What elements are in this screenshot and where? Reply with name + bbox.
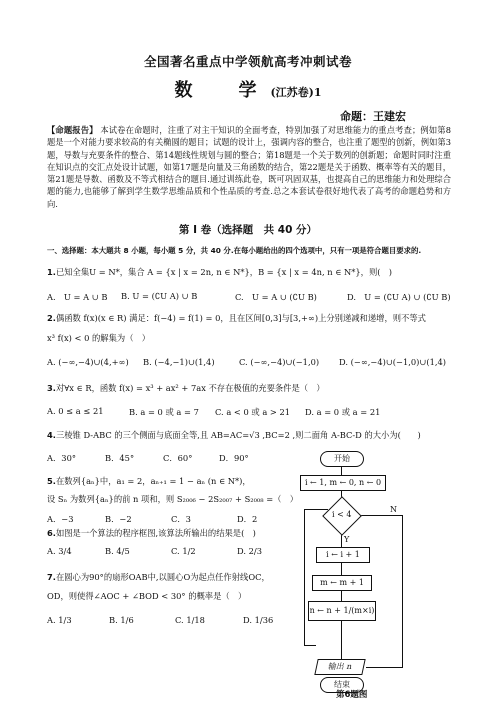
option-c: C. a < 0 或 a > 21	[215, 407, 291, 417]
option-d: D. (−∞,−4)∪(−1,0)∪(1,4)	[339, 357, 447, 367]
option-d: D. a = 0 或 a = 21	[305, 407, 381, 417]
question-number: 2.	[47, 313, 56, 323]
question-stem: 偶函数 f(x)(x ∈ R) 满足：f(−4) = f(1) = 0，且在区间[0,3]与[3,+∞)上分别递减和递增，则不等式	[55, 313, 426, 323]
option-a: A. U = A ∪ B	[47, 292, 108, 302]
option-a: A. 1/3	[47, 615, 72, 625]
exam-series-title: 全国著名重点中学领航高考冲刺试卷	[143, 54, 352, 69]
question-number: 1.	[47, 267, 56, 277]
question-5-stem-continued: 设 Sₙ 为数列{aₙ}的前 n 项和，则 S₂₀₀₆ − 2S₂₀₀₇ + S₂₀₀₈ =（ ）	[47, 494, 299, 504]
flow-no-label: N	[390, 505, 397, 514]
option-a: A. 3/4	[47, 546, 72, 556]
section-title: 第 I 卷（选择题 共 40 分）	[178, 224, 318, 236]
option-a: A．−3	[47, 514, 74, 524]
question-7	[47, 571, 270, 584]
question-stem: 在数列{aₙ}中，a₁ = 2，aₙ₊₁ = 1 − aₙ (n ∈ N*)，	[55, 476, 251, 486]
flow-yes-label: Y	[344, 535, 350, 544]
option-b: B. U = (∁U A) ∪ B	[121, 291, 198, 301]
exam-subject-title	[0, 76, 496, 102]
question-3	[47, 382, 325, 395]
option-d: D．2	[237, 514, 258, 524]
question-5	[47, 475, 251, 488]
option-d: D. 1/36	[243, 615, 274, 625]
flow-no-line	[366, 667, 403, 668]
flow-condition: i < 4	[332, 510, 352, 519]
section-instruction: 一、选择题：本大题共 8 小题，每小题 5 分，共 40 分.在每小题给出的四个选项中，只有一项是符合题目要求的.	[47, 246, 422, 255]
flow-step-m: m ← m + 1	[312, 575, 372, 591]
flow-loop-line	[304, 509, 328, 510]
flow-end: 结束	[320, 677, 364, 693]
option-d: D. 2/3	[237, 546, 262, 556]
option-b: B. 1/6	[109, 615, 134, 625]
option-b: B．45°	[105, 453, 135, 463]
question-number: 5.	[47, 476, 56, 486]
flow-no-line	[402, 515, 403, 667]
question-2	[47, 312, 426, 325]
question-number: 6.	[47, 528, 56, 538]
flow-loop-line	[304, 509, 305, 645]
question-stem: 如图是一个算法的程序框图,该算法所输出的结果是( )	[55, 528, 256, 538]
flow-start: 开始	[320, 451, 364, 467]
option-c: C．3	[171, 514, 191, 524]
question-2-stem-continued: x³ f(x) < 0 的解集为（ ）	[47, 333, 151, 343]
flow-step-i: i ← i + 1	[316, 547, 370, 563]
option-b: B. a = 0 或 a = 7	[129, 407, 199, 417]
question-stem: 三棱锥 D-ABC 的三个侧面与底面全等,且 AB=AC=√3 ,BC=2 ,则二面角 A-BC-D 的大小为( )	[55, 430, 421, 440]
question-stem: 对∀x ∈ R，函数 f(x) = x³ + ax² + 7ax 不存在极值的充要条件是（ ）	[55, 383, 325, 393]
question-4	[47, 429, 421, 442]
figure-caption: 第6题图	[336, 690, 368, 700]
proposition-report	[47, 124, 451, 210]
question-stem: 已知全集U = N*，集合 A = {x | x = 2n, n ∈ N*}，B = {x | x = 4n, n ∈ N*}，则( )	[55, 267, 393, 277]
option-c: C. (−∞,−4)∪(−1,0)	[239, 357, 320, 367]
flow-no-line	[358, 515, 402, 516]
flow-step-n: n ← n + 1/(m×i)	[308, 601, 376, 621]
report-text: 本试卷在命题时，注重了对主干知识的全面考查，特别加强了对思维能力的重点考查；例如第8题是一个对能力要求较高的有关椭圆的题目；试题的设计上，强调内容的整合，也注重了题型的创新，例如第3题，导数与充要条件的整合、第14题线性规划与圆的整合；第18题是一个关于数列的创新题；命题时同时注重在知识点的交汇点处设计试题，如第17题是向量及三角函数的结合，第22题是关于函数、概率等有关的题目，第21题是导数、函数及不等式相结合的题目.通过训练此卷，既可巩固双基，也提高自己的思维能力和处理综合题的能力,也能够了解到学生数学思维品质和个性品质的考查.总之本套试卷很好地代表了高考的命题趋势和方向.	[47, 125, 451, 209]
option-a: A. (−∞,−4)∪(4,+∞)	[47, 357, 129, 367]
option-c: C．60°	[163, 453, 193, 463]
question-number: 3.	[47, 383, 56, 393]
question-6	[47, 527, 256, 540]
flowchart	[298, 451, 448, 691]
option-c: C. 1/2	[171, 546, 196, 556]
flow-loop-line	[304, 645, 316, 646]
option-a: A. 0 ≤ a ≤ 21	[47, 406, 104, 416]
option-b: B. 4/5	[105, 546, 130, 556]
edition-label: (江苏卷)1	[270, 86, 322, 99]
question-stem: 在圆心为90°的扇形OAB中,以圆心O为起点任作射线OC，	[55, 572, 270, 582]
question-1	[47, 266, 392, 279]
option-b: B. (−4,−1)∪(1,4)	[143, 357, 215, 367]
flow-init: i ← 1, m ← 0, n ← 0	[300, 475, 386, 491]
option-c: C. U = A ∪ (∁U B)	[235, 292, 317, 302]
question-number: 4.	[47, 430, 56, 440]
option-d: D．90°	[219, 453, 249, 463]
subject-name: 数 学	[174, 80, 271, 101]
option-b: B．−2	[105, 514, 132, 524]
question-number: 7.	[47, 572, 56, 582]
option-c: C. 1/18	[175, 615, 205, 625]
question-7-stem-continued: OD，则使得∠AOC + ∠BOD < 30° 的概率是（ ）	[47, 591, 247, 601]
report-tag: 【命题报告】	[47, 125, 98, 135]
flow-output: 输出 n	[314, 659, 365, 675]
author-line: 命题：王建宏	[340, 110, 406, 123]
option-d: D. U = (∁U A) ∪ (∁U B)	[347, 292, 451, 302]
option-a: A．30°	[47, 453, 76, 463]
